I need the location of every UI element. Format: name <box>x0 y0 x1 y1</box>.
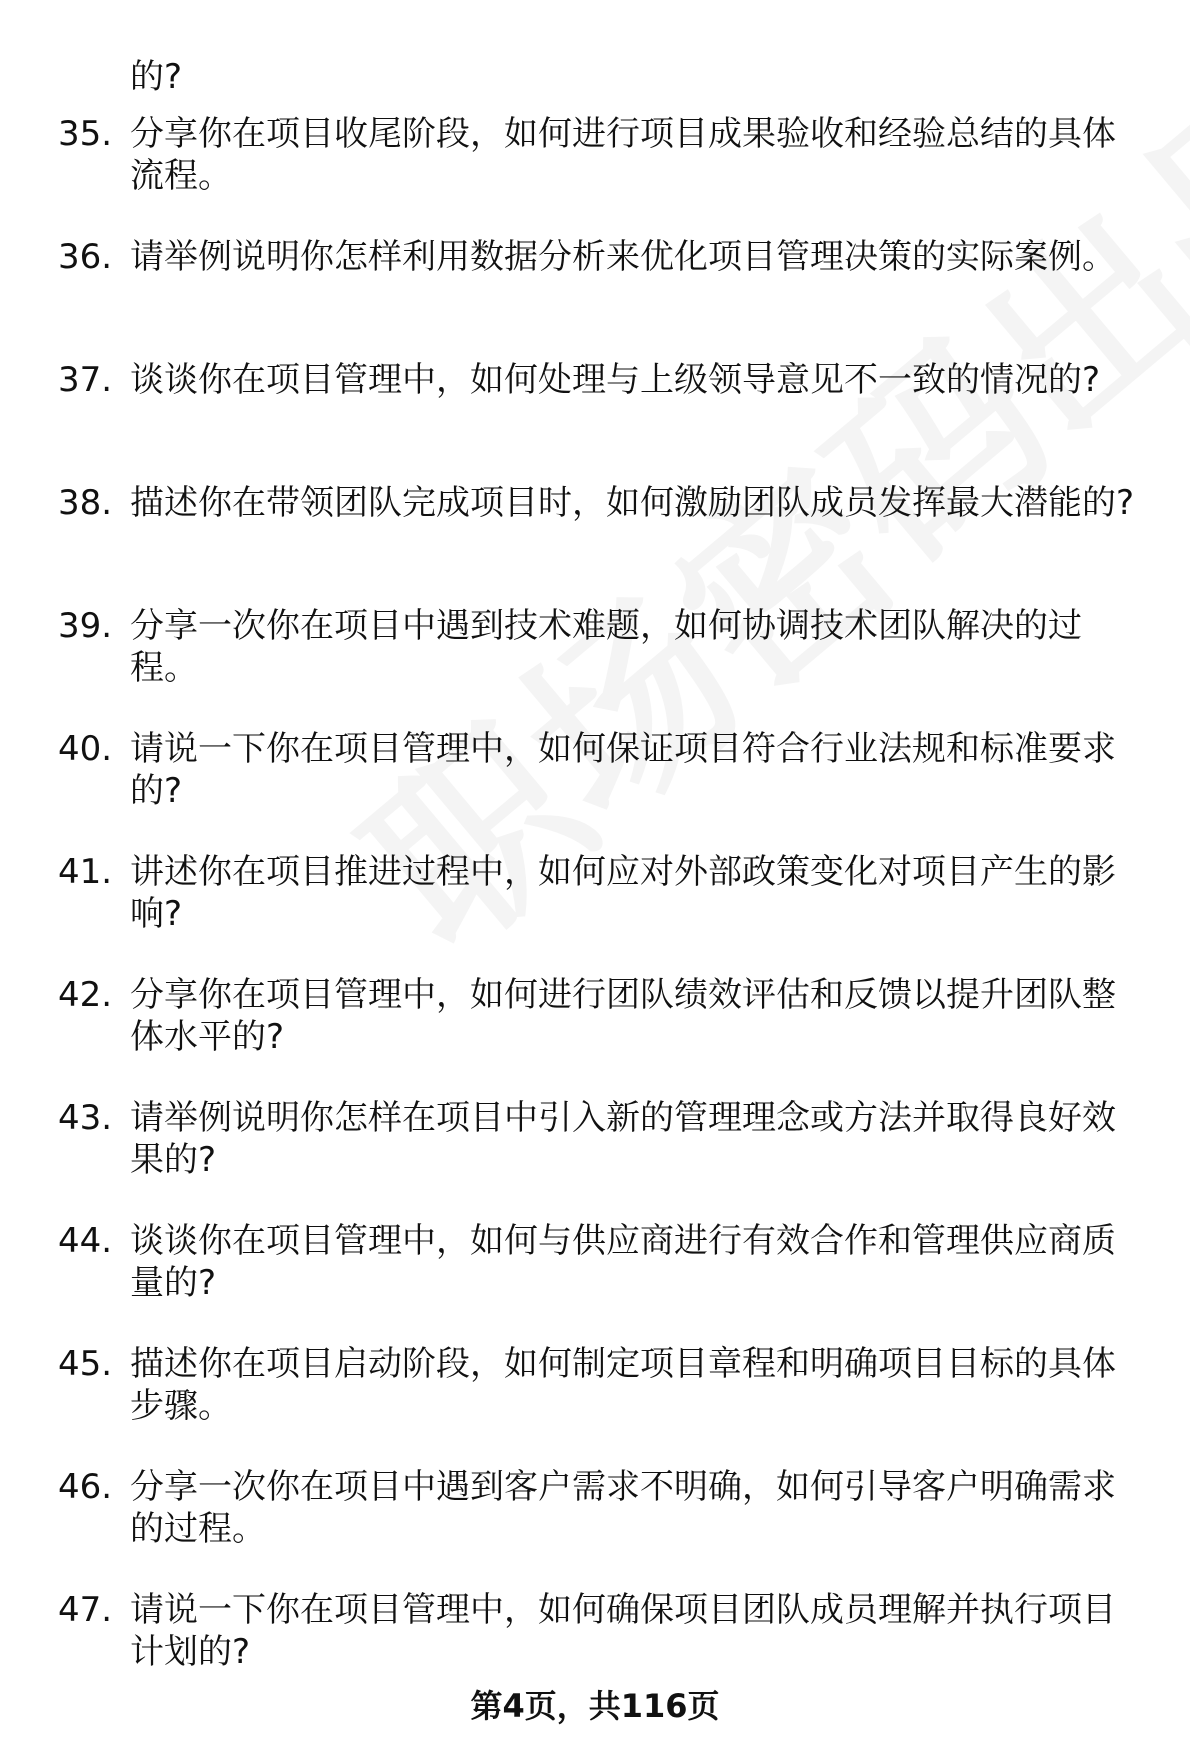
question-item <box>58 728 1148 812</box>
question-text: 请举例说明你怎样在项目中引入新的管理理念或方法并取得良好效果的? <box>130 1098 1116 1180</box>
question-text: 讲述你在项目推进过程中，如何应对外部政策变化对项目产生的影响? <box>130 852 1116 934</box>
question-number: 41. <box>58 852 113 892</box>
question-number: 39. <box>58 606 113 646</box>
question-item <box>58 851 1148 935</box>
question-item <box>58 1466 1148 1550</box>
question-text: 分享一次你在项目中遇到客户需求不明确，如何引导客户明确需求的过程。 <box>130 1467 1116 1549</box>
question-item <box>58 605 1148 689</box>
question-text: 分享你在项目管理中，如何进行团队绩效评估和反馈以提升团队整体水平的? <box>130 975 1116 1057</box>
question-text: 描述你在带领团队完成项目时，如何激励团队成员发挥最大潜能的? <box>130 483 1135 523</box>
question-number: 37. <box>58 360 113 400</box>
question-number: 44. <box>58 1221 113 1261</box>
question-number: 40. <box>58 729 113 769</box>
question-item <box>58 236 1148 278</box>
question-item <box>58 974 1148 1058</box>
question-number: 38. <box>58 483 113 523</box>
question-text: 谈谈你在项目管理中，如何处理与上级领导意见不一致的情况的? <box>130 360 1101 400</box>
question-item <box>58 1097 1148 1181</box>
question-item <box>58 113 1148 197</box>
question-text: 描述你在项目启动阶段，如何制定项目章程和明确项目目标的具体步骤。 <box>130 1344 1116 1426</box>
page-footer: 第4页，共116页 <box>470 1687 720 1725</box>
question-item <box>58 359 1148 401</box>
question-text: 请说一下你在项目管理中，如何确保项目团队成员理解并执行项目计划的? <box>130 1590 1116 1672</box>
question-number: 45. <box>58 1344 113 1384</box>
question-number: 47. <box>58 1590 113 1630</box>
question-number: 42. <box>58 975 113 1015</box>
question-item <box>58 1343 1148 1427</box>
question-number: 36. <box>58 237 113 277</box>
question-text: 请说一下你在项目管理中，如何保证项目符合行业法规和标准要求的? <box>130 729 1116 811</box>
question-number: 35. <box>58 114 113 154</box>
question-item <box>58 1220 1148 1304</box>
question-item <box>58 482 1148 524</box>
continued-text: 的? <box>130 57 183 97</box>
question-number: 43. <box>58 1098 113 1138</box>
question-number: 46. <box>58 1467 113 1507</box>
question-text: 分享你在项目收尾阶段，如何进行项目成果验收和经验总结的具体流程。 <box>130 114 1116 196</box>
question-text: 分享一次你在项目中遇到技术难题，如何协调技术团队解决的过程。 <box>130 606 1082 688</box>
question-item <box>58 1589 1148 1673</box>
question-text: 谈谈你在项目管理中，如何与供应商进行有效合作和管理供应商质量的? <box>130 1221 1116 1303</box>
question-text: 请举例说明你怎样利用数据分析来优化项目管理决策的实际案例。 <box>130 237 1116 277</box>
